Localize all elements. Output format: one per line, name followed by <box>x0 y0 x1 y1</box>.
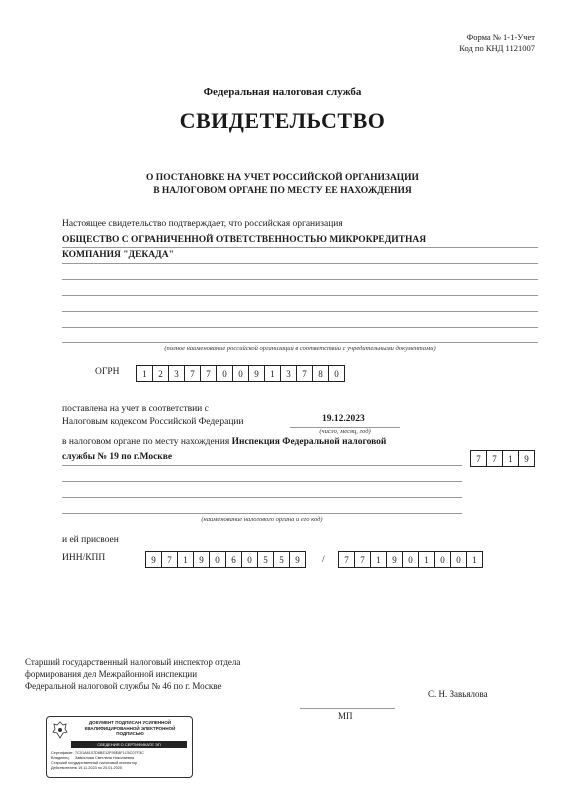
fill-line <box>62 481 462 482</box>
signer-line-1: Старший государственный налоговый инспектор отдела <box>25 657 241 667</box>
coat-of-arms-icon <box>52 721 68 739</box>
signer-line-2: формирования дел Межрайонной инспекции <box>25 669 198 679</box>
fill-line <box>62 342 538 343</box>
fill-line <box>62 327 538 328</box>
kpp-digit: 1 <box>418 551 435 568</box>
signer-line-3: Федеральной налоговой службы № 46 по г. Москве <box>25 681 222 691</box>
inn-kpp-label: ИНН/КПП <box>62 553 106 563</box>
inn-digit: 5 <box>257 551 274 568</box>
stamp-cert-row <box>51 751 144 756</box>
organization-name <box>62 233 482 263</box>
authority-line-1 <box>62 437 482 447</box>
fill-line <box>62 295 538 296</box>
subtitle-line-1: О ПОСТАНОВКЕ НА УЧЕТ РОССИЙСКОЙ ОРГАНИЗАЦИИ <box>146 173 419 183</box>
authority-prefix: в налоговом органе по месту нахождения <box>62 437 230 447</box>
ogrn-digit: 3 <box>280 365 297 382</box>
inn-boxes <box>145 551 305 568</box>
ogrn-digit: 3 <box>168 365 185 382</box>
ogrn-digit: 7 <box>184 365 201 382</box>
seal-place-label: МП <box>338 711 353 721</box>
kpp-digit: 1 <box>370 551 387 568</box>
ogrn-label: ОГРН <box>95 367 120 377</box>
stamp-cert-value: 7C01A6107D6BE12F95E8F1C5C07F3C <box>75 751 144 755</box>
signer-position <box>25 656 240 692</box>
registration-line-1: поставлена на учет в соответствии с <box>62 404 209 414</box>
form-code-line: Форма № 1-1-Учет <box>466 32 535 42</box>
registration-line-2: Налоговым кодексом Российской Федерации <box>62 417 244 427</box>
fill-line <box>62 497 462 498</box>
org-name-caption: (полное наименование российской организации в соответствии с учредительными документами) <box>164 345 436 352</box>
signer-name: С. Н. Завьялова <box>428 689 488 699</box>
inn-kpp-separator: / <box>322 555 325 565</box>
document-title: СВИДЕТЕЛЬСТВО <box>179 108 386 133</box>
form-number <box>459 32 535 54</box>
authority-code-digit: 9 <box>518 450 535 467</box>
stamp-position-row: Старший государственный налоговый инспектор <box>51 761 138 765</box>
kpp-digit: 0 <box>402 551 419 568</box>
stamp-cert-label: Сертификат: <box>51 751 74 755</box>
agency-name: Федеральная налоговая служба <box>203 86 362 98</box>
fill-line <box>62 263 538 264</box>
authority-name-part1: Инспекция Федеральной налоговой <box>231 437 387 447</box>
authority-caption: (наименование налогового органа и его код) <box>201 516 323 523</box>
intro-text: Настоящее свидетельство подтверждает, что российская организация <box>62 219 343 229</box>
inn-digit: 0 <box>209 551 226 568</box>
knd-code-line: Код по КНД 1121007 <box>459 43 535 53</box>
inn-digit: 0 <box>241 551 258 568</box>
ogrn-digit: 0 <box>216 365 233 382</box>
org-name-line-2: КОМПАНИЯ "ДЕКАДА" <box>62 250 174 260</box>
stamp-heading: ДОКУМЕНТ ПОДПИСАН УСИЛЕННОЙ КВАЛИФИЦИРОВАННОЙ ЭЛЕКТРОННОЙ ПОДПИСЬЮ <box>84 720 176 736</box>
authority-code-digit: 7 <box>470 450 487 467</box>
ogrn-digit: 0 <box>328 365 345 382</box>
inn-digit: 7 <box>161 551 178 568</box>
authority-name-part2: службы № 19 по г.Москве <box>62 452 173 462</box>
ogrn-digit: 1 <box>264 365 281 382</box>
kpp-digit: 7 <box>338 551 355 568</box>
stamp-owner-row <box>51 756 134 761</box>
fill-line <box>62 247 538 248</box>
inn-digit: 6 <box>225 551 242 568</box>
stamp-valid-label: Действителен: <box>51 766 77 770</box>
inn-digit: 9 <box>193 551 210 568</box>
stamp-valid-value: с 19.11.2023 по 20.01.2025 <box>75 766 122 770</box>
ogrn-digit: 1 <box>136 365 153 382</box>
ogrn-digit: 7 <box>200 365 217 382</box>
registration-date: 19.12.2023 <box>322 414 365 424</box>
ogrn-digit: 7 <box>296 365 313 382</box>
fill-line <box>62 465 462 466</box>
ogrn-digit: 8 <box>312 365 329 382</box>
authority-code-boxes <box>470 450 534 467</box>
org-name-line-1: ОБЩЕСТВО С ОГРАНИЧЕННОЙ ОТВЕТСТВЕННОСТЬЮ МИКРОКРЕДИТНАЯ <box>62 235 427 245</box>
kpp-digit: 0 <box>434 551 451 568</box>
inn-digit: 1 <box>177 551 194 568</box>
stamp-valid-row <box>51 766 122 771</box>
authority-code-digit: 1 <box>502 450 519 467</box>
signature-line <box>300 708 395 709</box>
ogrn-digit: 9 <box>248 365 265 382</box>
fill-line <box>62 513 462 514</box>
date-caption: (число, месяц, год) <box>319 428 371 435</box>
ogrn-digit: 2 <box>152 365 169 382</box>
ogrn-boxes <box>136 365 344 382</box>
kpp-digit: 0 <box>450 551 467 568</box>
subtitle-line-2: В НАЛОГОВОМ ОРГАНЕ ПО МЕСТУ ЕЕ НАХОЖДЕНИЯ <box>153 186 412 196</box>
kpp-digit: 1 <box>466 551 483 568</box>
fill-line <box>62 311 538 312</box>
stamp-cert-bar: СВЕДЕНИЯ О СЕРТИФИКАТЕ ЭП <box>71 741 187 748</box>
inn-digit: 9 <box>289 551 306 568</box>
stamp-owner-label: Владелец: <box>51 756 70 760</box>
inn-digit: 9 <box>145 551 162 568</box>
electronic-signature-stamp <box>46 716 193 778</box>
ogrn-digit: 0 <box>232 365 249 382</box>
inn-digit: 5 <box>273 551 290 568</box>
stamp-owner-value: Завьялова Светлана Николаевна <box>75 756 135 760</box>
kpp-boxes <box>338 551 482 568</box>
document-subtitle <box>0 172 565 198</box>
kpp-digit: 9 <box>386 551 403 568</box>
authority-code-digit: 7 <box>486 450 503 467</box>
assigned-label: и ей присвоен <box>62 535 119 545</box>
fill-line <box>62 279 538 280</box>
kpp-digit: 7 <box>354 551 371 568</box>
